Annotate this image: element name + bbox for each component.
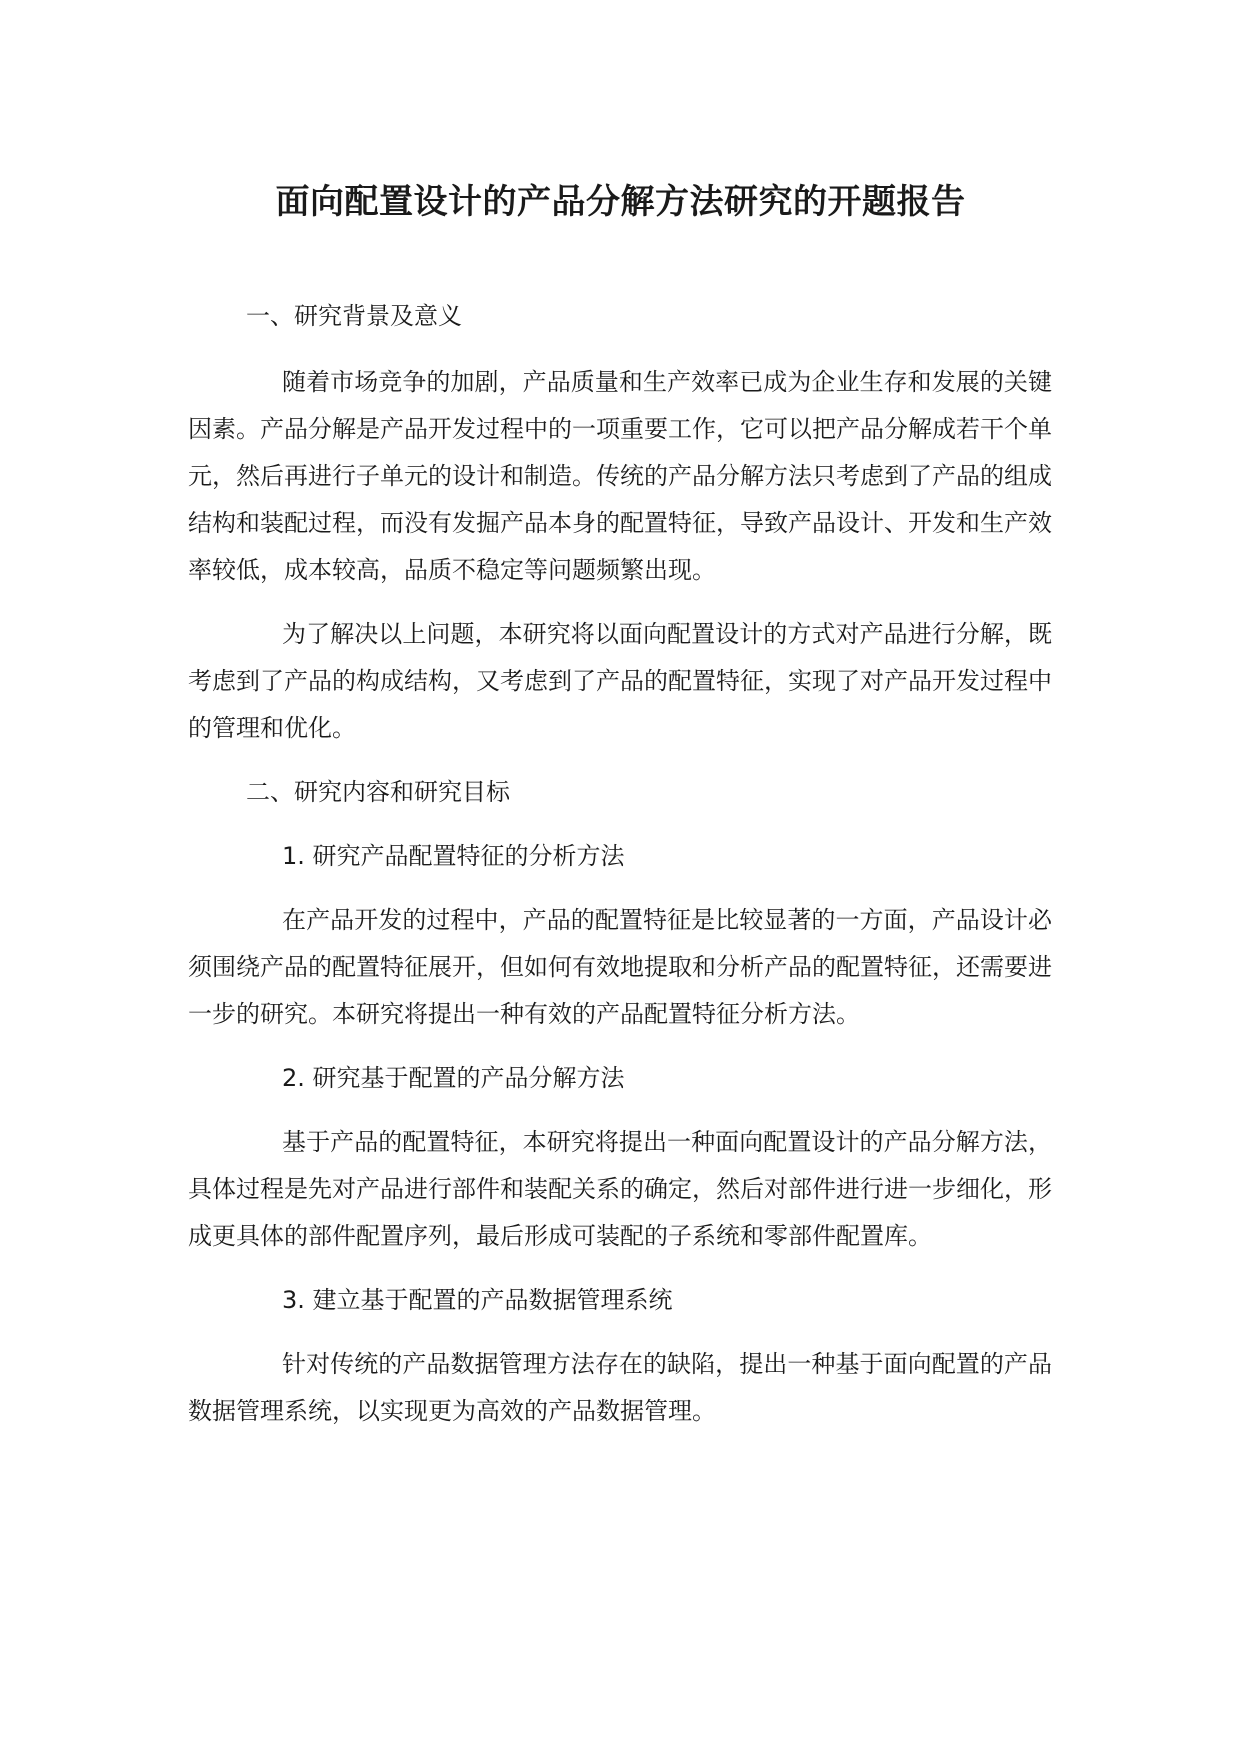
subsection-heading: 1. 研究产品配置特征的分析方法 — [282, 842, 625, 870]
paragraph: 为了解决以上问题，本研究将以面向配置设计的方式对产品进行分解，既考虑到了产品的构成结构，又考虑到了产品的配置特征，实现了对产品开发过程中的管理和优化。 — [188, 620, 1052, 742]
paragraph: 针对传统的产品数据管理方法存在的缺陷，提出一种基于面向配置的产品数据管理系统，以实现更为高效的产品数据管理。 — [188, 1350, 1052, 1425]
section-heading: 二、研究内容和研究目标 — [246, 778, 510, 806]
document-title: 面向配置设计的产品分解方法研究的开题报告 — [275, 182, 966, 222]
subsection-heading: 3. 建立基于配置的产品数据管理系统 — [282, 1286, 673, 1314]
paragraph: 在产品开发的过程中，产品的配置特征是比较显著的一方面，产品设计必须围绕产品的配置特征展开，但如何有效地提取和分析产品的配置特征，还需要进一步的研究。本研究将提出一种有效的产品配置特征分析方法。 — [188, 906, 1052, 1028]
document-body — [188, 293, 1052, 1435]
paragraph: 随着市场竞争的加剧，产品质量和生产效率已成为企业生存和发展的关键因素。产品分解是产品开发过程中的一项重要工作，它可以把产品分解成若干个单元，然后再进行子单元的设计和制造。传统的产品分解方法只考虑到了产品的组成结构和装配过程，而没有发掘产品本身的配置特征，导致产品设计、开发和生产效率较低，成本较高，品质不稳定等问题频繁出现。 — [188, 368, 1052, 584]
section-heading: 一、研究背景及意义 — [246, 302, 462, 330]
subsection-heading: 2. 研究基于配置的产品分解方法 — [282, 1064, 625, 1092]
paragraph: 基于产品的配置特征，本研究将提出一种面向配置设计的产品分解方法，具体过程是先对产品进行部件和装配关系的确定，然后对部件进行进一步细化，形成更具体的部件配置序列，最后形成可装配的子系统和零部件配置库。 — [188, 1128, 1052, 1250]
